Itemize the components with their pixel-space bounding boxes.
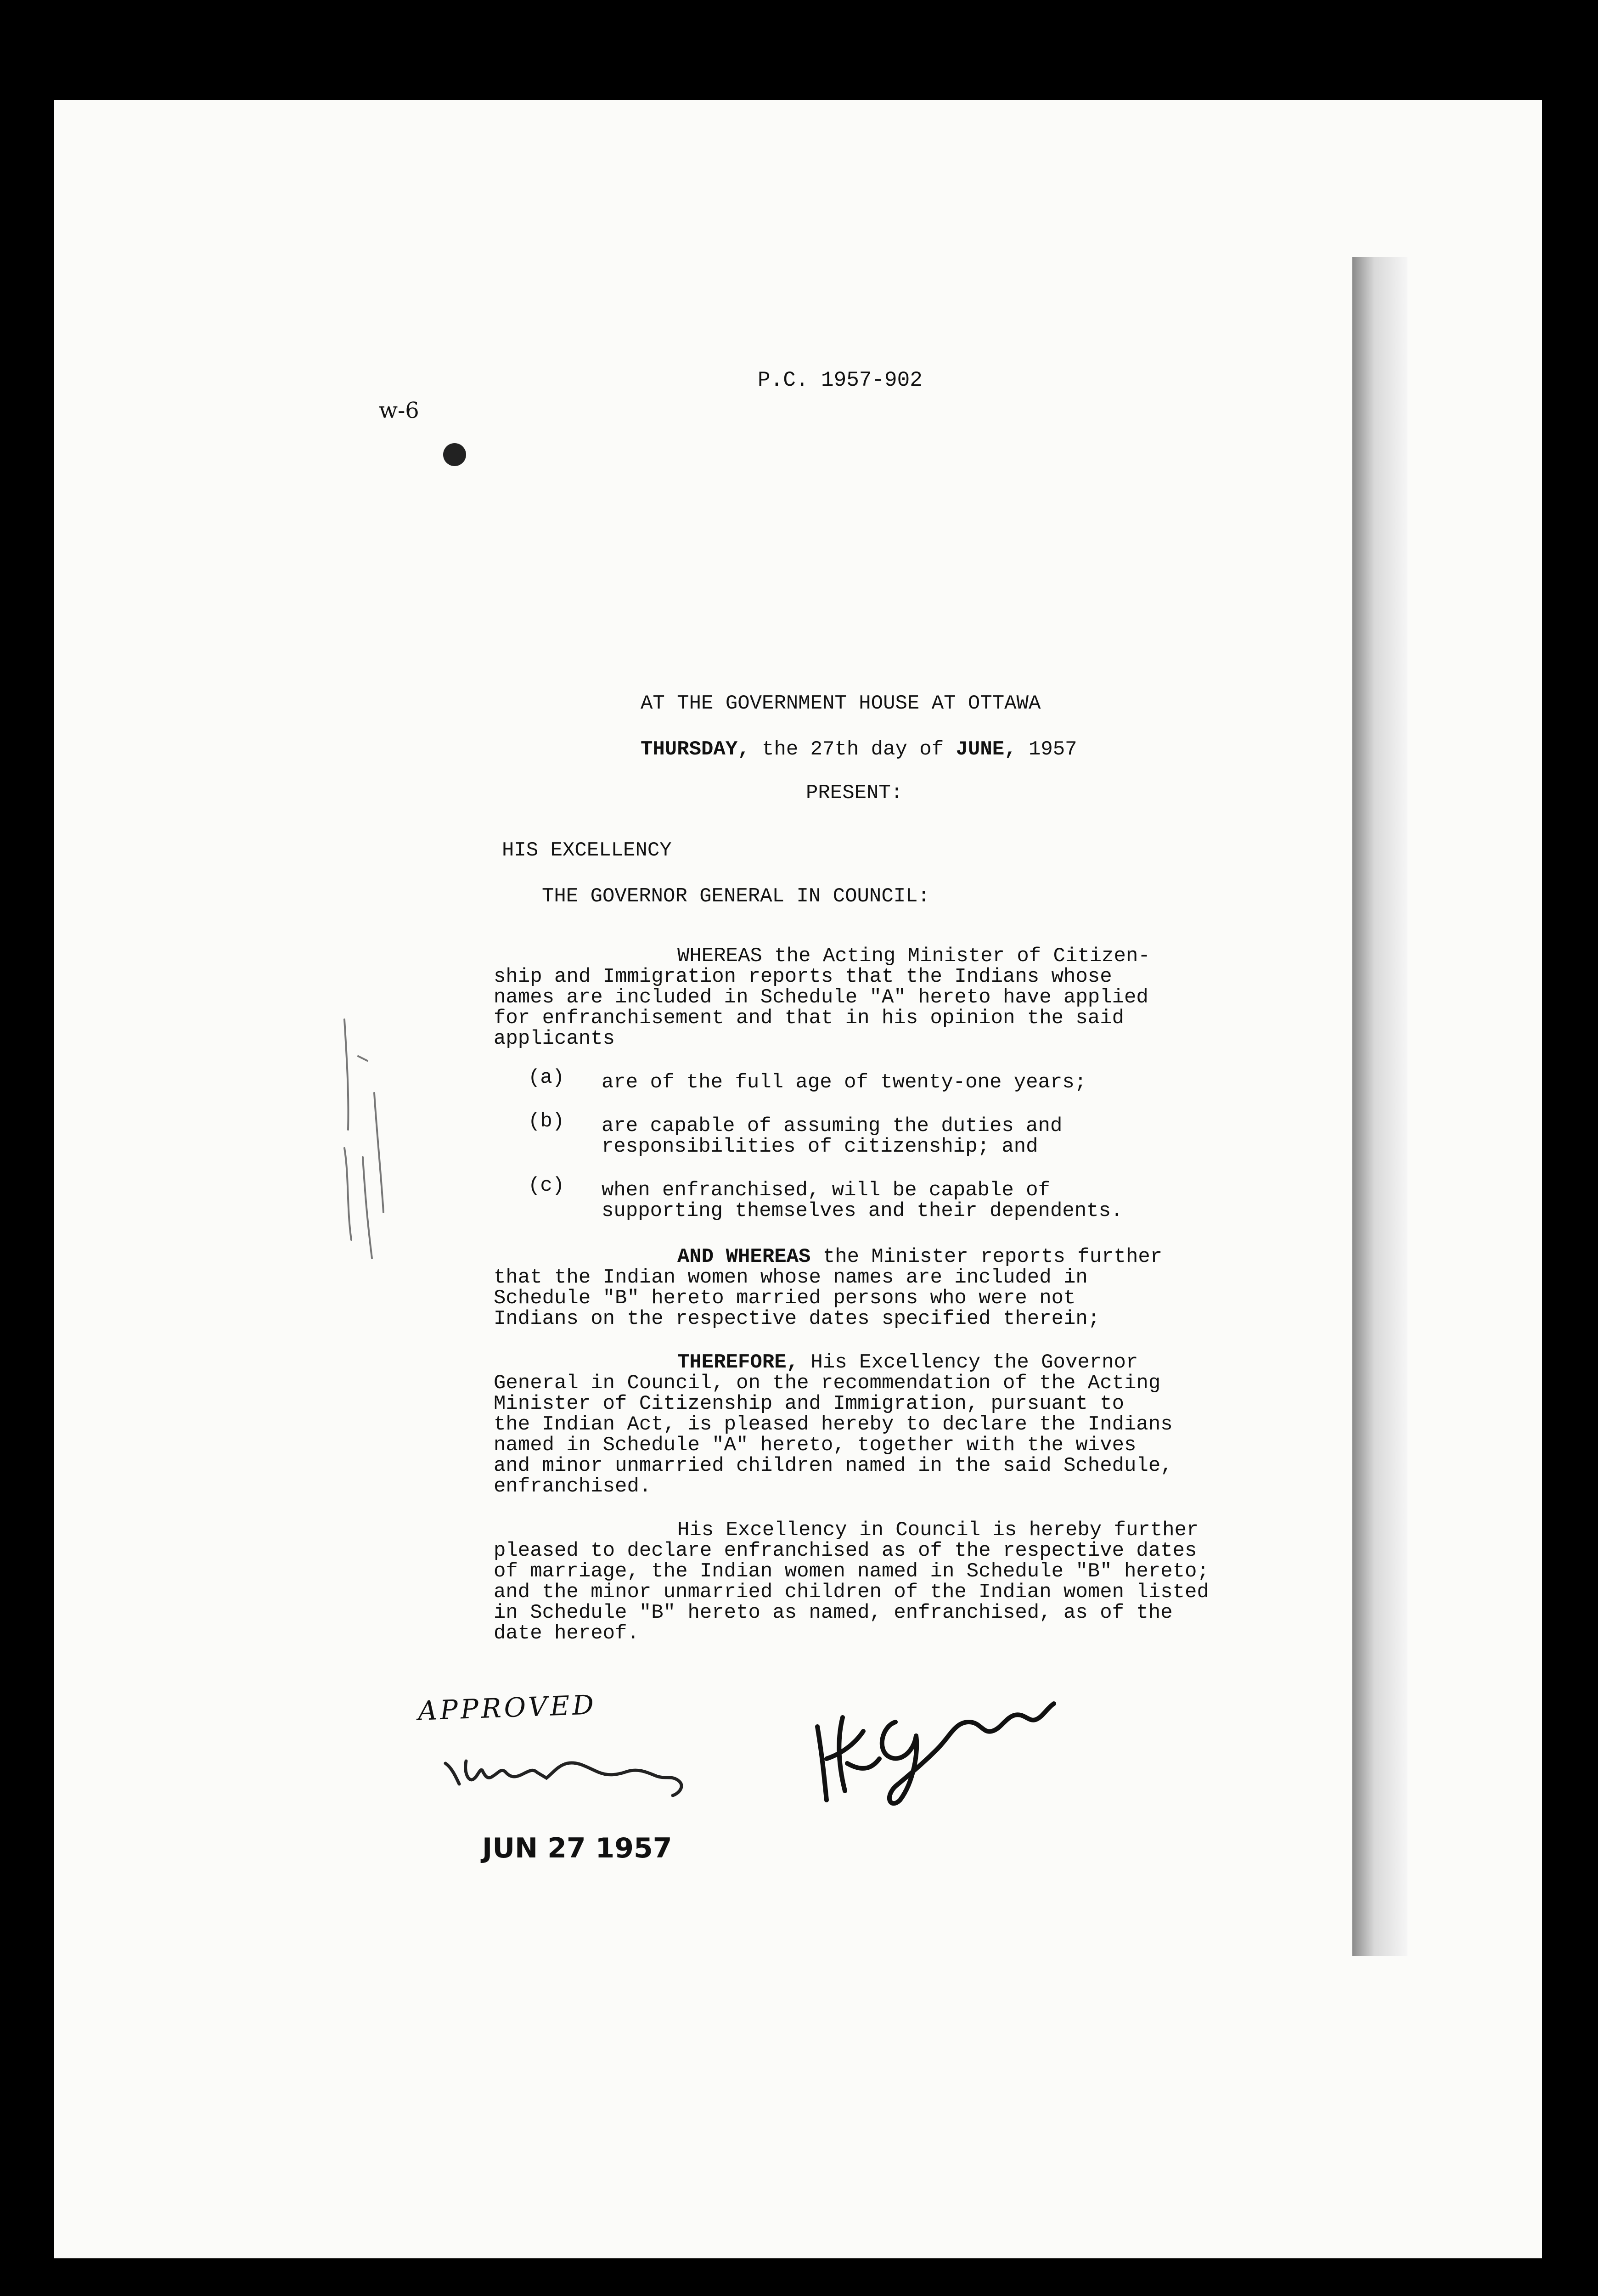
further-line: and the minor unmarried children of the Indian women listed — [494, 1581, 1209, 1604]
therefore-line — [677, 1352, 1138, 1373]
whereas-line: ship and Immigration reports that the Indians whose — [494, 965, 1112, 988]
whereas-line: WHEREAS the Acting Minister of Citizen- — [677, 945, 1150, 968]
whereas-line: names are included in Schedule "A" hereto have applied — [494, 986, 1148, 1009]
condition-text: are capable of assuming the duties and — [602, 1114, 1063, 1137]
and-whereas-lead: AND WHEREAS — [677, 1245, 811, 1268]
approval-stamp-date: JUN 27 1957 — [482, 1832, 672, 1864]
therefore-line: the Indian Act, is pleased hereby to declare the Indians — [494, 1413, 1173, 1436]
whereas-line: for enfranchisement and that in his opinion the said — [494, 1007, 1125, 1030]
condition-text: responsibilities of citizenship; and — [602, 1135, 1038, 1158]
therefore-line: Minister of Citizenship and Immigration, pursuant to — [494, 1392, 1125, 1415]
heading-day: THURSDAY, — [641, 738, 750, 761]
therefore-line: enfranchised. — [494, 1475, 652, 1498]
further-line: His Excellency in Council is hereby further — [677, 1519, 1199, 1542]
and-whereas-line: Indians on the respective dates specified therein; — [494, 1307, 1100, 1330]
file-mark: w-6 — [379, 398, 419, 423]
heading-date-text: the 27th day of — [762, 738, 944, 761]
punch-hole — [443, 443, 466, 466]
therefore-lead: THEREFORE, — [677, 1351, 799, 1374]
order-number: P.C. 1957-902 — [758, 368, 923, 392]
therefore-line: General in Council, on the recommendation of the Acting — [494, 1372, 1161, 1395]
condition-text: when enfranchised, will be capable of — [602, 1179, 1050, 1202]
condition-label: (c) — [528, 1174, 565, 1197]
therefore-line: named in Schedule "A" hereto, together with the wives — [494, 1434, 1137, 1457]
condition-text: supporting themselves and their dependents. — [602, 1199, 1123, 1222]
condition-label: (b) — [528, 1110, 565, 1133]
governor-signature — [804, 1653, 1061, 1818]
further-line: pleased to declare enfranchised as of the respective dates — [494, 1539, 1197, 1562]
margin-pencil-notes — [331, 1001, 395, 1300]
whereas-line: applicants — [494, 1027, 615, 1050]
address-line-2: THE GOVERNOR GENERAL IN COUNCIL: — [542, 885, 930, 908]
heading-place: AT THE GOVERNMENT HOUSE AT OTTAWA — [641, 692, 1041, 715]
further-line: in Schedule "B" hereto as named, enfranchised, as of the — [494, 1601, 1173, 1624]
further-line: of marriage, the Indian women named in Schedule "B" hereto; — [494, 1560, 1209, 1583]
heading-date — [641, 739, 1077, 760]
heading-month: JUNE, — [956, 738, 1017, 761]
therefore-first-rest: His Excellency the Governor — [799, 1351, 1138, 1374]
therefore-line: and minor unmarried children named in the said Schedule, — [494, 1454, 1173, 1477]
approval-signature — [441, 1736, 716, 1814]
and-whereas-line — [677, 1247, 1162, 1267]
and-whereas-line: that the Indian women whose names are included in — [494, 1266, 1088, 1289]
heading-year: 1957 — [1028, 738, 1077, 761]
and-whereas-line: Schedule "B" hereto married persons who were not — [494, 1287, 1076, 1310]
address-line-1: HIS EXCELLENCY — [502, 839, 672, 862]
further-line: date hereof. — [494, 1622, 639, 1645]
and-whereas-first-rest: the Minister reports further — [810, 1245, 1163, 1268]
heading-present: PRESENT: — [806, 782, 903, 805]
page-edge-shadow — [1352, 257, 1407, 1956]
condition-label: (a) — [528, 1066, 565, 1089]
approved-mark: APPROVED — [417, 1689, 597, 1727]
condition-text: are of the full age of twenty-one years; — [602, 1071, 1087, 1094]
